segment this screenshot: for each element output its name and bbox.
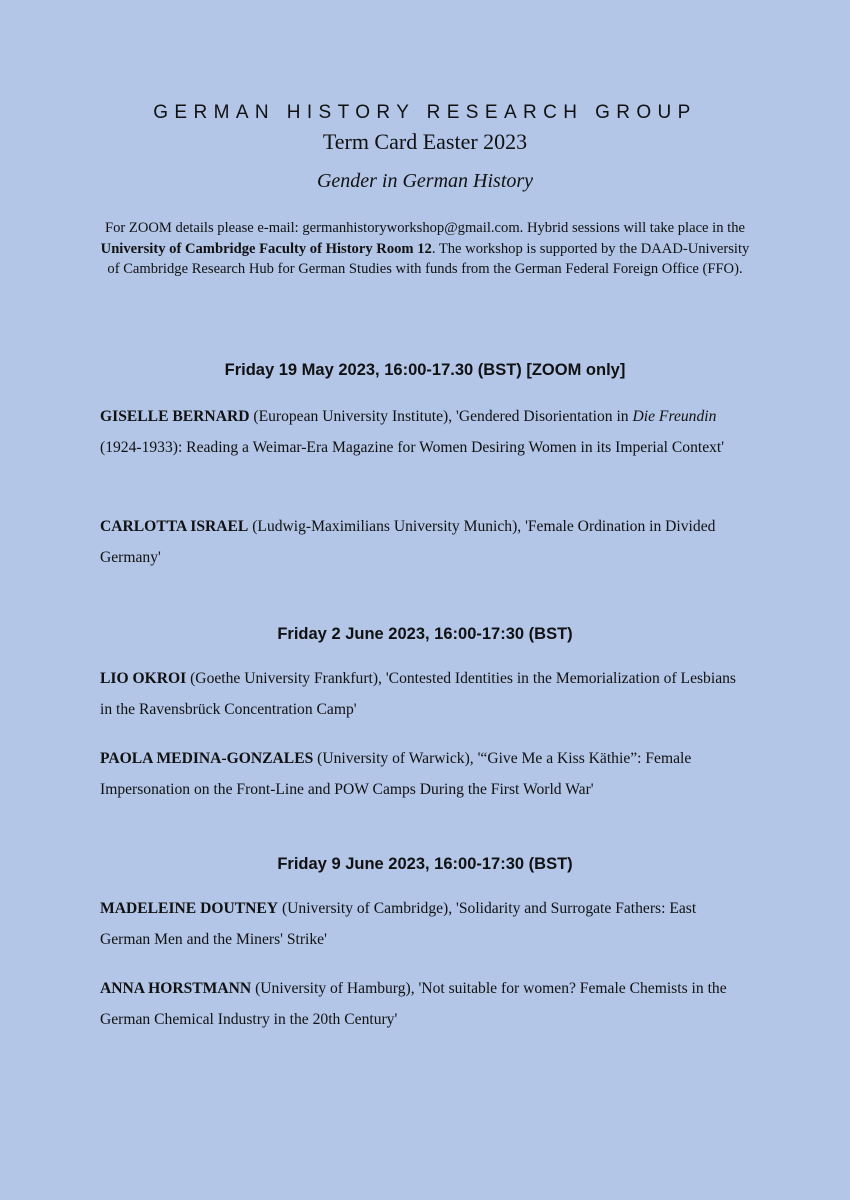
session-heading-3: Friday 9 June 2023, 16:00-17:30 (BST) bbox=[277, 855, 573, 873]
intro-text-2: . The workshop is supported by the DAAD-University of Cambridge Research Hub for German Studies with funds from the German Federal Foreign Office (FFO). bbox=[107, 240, 750, 277]
theme-title: Gender in German History bbox=[316, 170, 534, 192]
group-title: GERMAN HISTORY RESEARCH GROUP bbox=[153, 102, 697, 123]
talk-affiliation: (Goethe University Frankfurt), 'Contested Identities in the Memorialization of Lesbians in the Ravensbrück Concentration Camp' bbox=[100, 670, 736, 718]
talk-5 bbox=[100, 893, 750, 955]
header bbox=[0, 100, 850, 194]
speaker-name: GISELLE BERNARD bbox=[100, 408, 250, 425]
speaker-name: CARLOTTA ISRAEL bbox=[100, 518, 249, 535]
intro-location: University of Cambridge Faculty of History Room 12 bbox=[100, 240, 432, 257]
talk-affiliation: (University of Warwick), '“Give Me a Kiss Käthie”: Female Impersonation on the Front-Line and POW Camps During the First World War' bbox=[100, 750, 692, 798]
intro-text-1: For ZOOM details please e-mail: germanhistoryworkshop@gmail.com. Hybrid sessions will take place in the bbox=[104, 220, 746, 236]
talk-1 bbox=[100, 401, 750, 463]
speaker-name: MADELEINE DOUTNEY bbox=[100, 900, 279, 917]
speaker-name: ANNA HORSTMANN bbox=[100, 980, 252, 997]
talk-4 bbox=[100, 743, 750, 805]
session-heading-2: Friday 2 June 2023, 16:00-17:30 (BST) bbox=[277, 625, 573, 643]
speaker-name: LIO OKROI bbox=[100, 670, 187, 687]
talk-6 bbox=[100, 973, 750, 1035]
session-heading-1: Friday 19 May 2023, 16:00-17.30 (BST) [ZOOM only] bbox=[224, 361, 626, 379]
talk-affiliation: (University of Cambridge), 'Solidarity and Surrogate Fathers: East German Men and the Miners' Strike' bbox=[100, 900, 697, 948]
talk-3 bbox=[100, 663, 750, 725]
talk-rest: (1924-1933): Reading a Weimar-Era Magazine for Women Desiring Women in its Imperial Context' bbox=[100, 439, 725, 456]
talk-2 bbox=[100, 511, 750, 573]
intro-paragraph bbox=[95, 218, 755, 280]
talk-affiliation: (European University Institute), 'Gendered Disorientation in bbox=[249, 408, 633, 425]
talk-italic-title: Die Freundin bbox=[632, 408, 717, 425]
talk-affiliation: (Ludwig-Maximilians University Munich), 'Female Ordination in Divided Germany' bbox=[100, 518, 716, 566]
talk-affiliation: (University of Hamburg), 'Not suitable for women? Female Chemists in the German Chemical Industry in the 20th Century' bbox=[100, 980, 727, 1028]
speaker-name: PAOLA MEDINA-GONZALES bbox=[100, 750, 314, 767]
term-title: Term Card Easter 2023 bbox=[322, 129, 528, 154]
